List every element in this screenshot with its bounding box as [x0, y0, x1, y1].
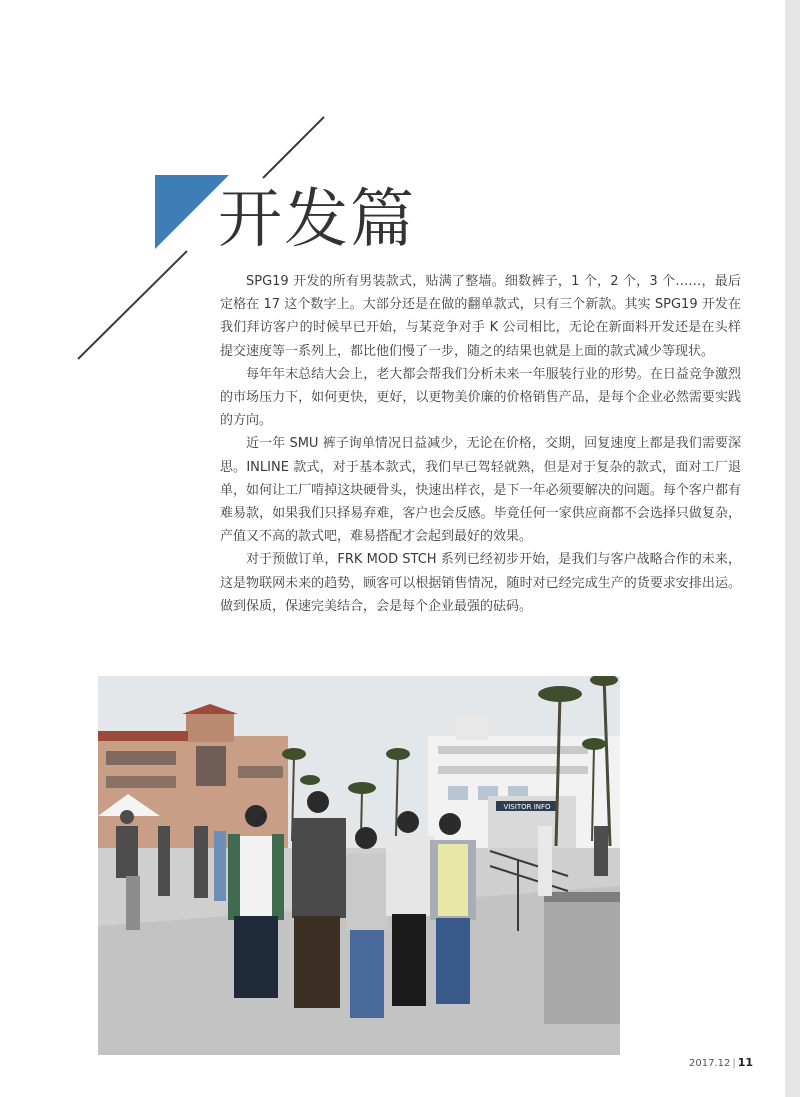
section-title: 开发篇 — [218, 183, 416, 257]
group-photo-illustration — [98, 676, 620, 1055]
decor-line-upper — [263, 117, 324, 178]
person-2 — [292, 791, 346, 1008]
person-5 — [430, 813, 476, 1004]
decor-line-lower — [78, 251, 187, 359]
paragraph-2: 每年年末总结大会上，老大都会帮我们分析未来一年服装行业的形势。在日益竞争激烈的市场压力下，如何更快，更好，以更物美价廉的价格销售产品，是每个企业必然需要实践的方向。 — [220, 366, 741, 429]
person-3 — [346, 827, 388, 1018]
page-number: 11 — [737, 1056, 754, 1069]
issue-date: 2017.12 — [689, 1058, 731, 1069]
paragraph-1: SPG19 开发的所有男装款式，贴满了整墙。细数裤子，1 个，2 个，3 个……，最后定格在 17 这个数字上。大部分还是在做的翻单款式，只有三个新款。其实 SPG19 开发在我们拜访客户的时候早已开始，与某竞争对手 K 公司相比，无论在新面料开发还是在头样提交速度等一系列上，都比他们慢了一步，随之的结果也就是上面的款式减少等现状。 — [220, 274, 741, 359]
photo-trash-bin — [544, 898, 620, 1024]
page-footer — [689, 1056, 753, 1069]
group-photo — [98, 676, 620, 1055]
article-body — [220, 270, 741, 618]
paragraph-3: 近一年 SMU 裤子询单情况日益减少，无论在价格，交期，回复速度上都是我们需要深思。INLINE 款式，对于基本款式，我们早已驾轻就熟，但是对于复杂的款式，面对工厂退单，如何让工厂啃掉这块硬骨头，快速出样衣，是下一年必须要解决的问题。每个客户都有难易款，如果我们只择易弃难，客户也会反感。毕竟任何一家供应商都不会选择只做复杂，产值又不高的款式吧，难易搭配才会起到最好的效果。 — [220, 436, 741, 545]
footer-separator: | — [732, 1058, 736, 1069]
storefront-sign: VISITOR INFO — [503, 803, 551, 811]
paragraph-4: 对于预做订单，FRK MOD STCH 系列已经初步开始，是我们与客户战略合作的未来，这是物联网未来的趋势，顾客可以根据销售情况，随时对已经完成生产的货要求安排出运。做到保质，保速完美结合，会是每个企业最强的砝码。 — [220, 552, 741, 614]
